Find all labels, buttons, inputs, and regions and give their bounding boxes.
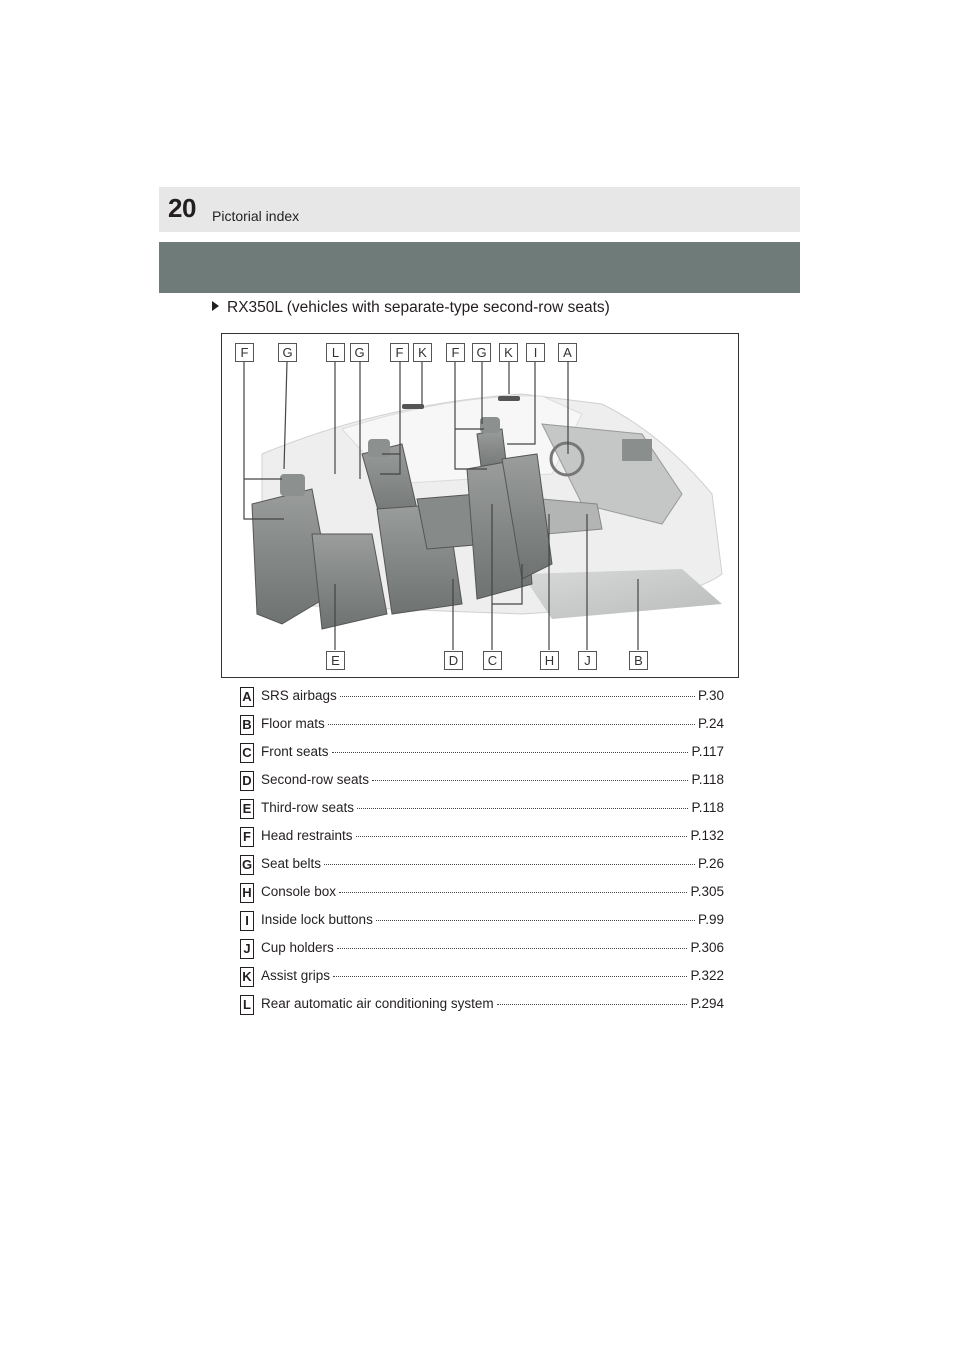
callout-top: I	[526, 343, 545, 362]
callout-top: K	[499, 343, 518, 362]
callout-bottom: H	[540, 651, 559, 670]
arrow-bullet-icon	[212, 301, 219, 311]
legend-item	[240, 687, 724, 715]
page-reference-link[interactable]: P.118	[691, 800, 724, 815]
legend-item	[240, 883, 724, 911]
legend-item	[240, 939, 724, 967]
legend-label: Rear automatic air conditioning system	[261, 996, 494, 1011]
legend-label: Second-row seats	[261, 772, 370, 787]
callout-bottom: B	[629, 651, 648, 670]
callout-top: K	[413, 343, 432, 362]
legend-item	[240, 911, 724, 939]
dot-leader	[333, 976, 687, 977]
page-number: 20	[168, 193, 196, 223]
page-reference-link[interactable]: P.132	[690, 828, 724, 843]
callout-bottom: J	[578, 651, 597, 670]
subheading-text: RX350L (vehicles with separate-type second-row seats)	[227, 299, 610, 316]
page-reference-link[interactable]: P.294	[690, 996, 724, 1011]
legend-letter: G	[240, 855, 254, 875]
legend-item	[240, 771, 724, 799]
legend-label: Inside lock buttons	[261, 912, 373, 927]
callout-bottom: E	[326, 651, 345, 670]
dot-leader	[372, 780, 688, 781]
callout-top: F	[235, 343, 254, 362]
legend-letter: K	[240, 967, 254, 987]
legend-item	[240, 799, 724, 827]
legend-label: SRS airbags	[261, 688, 337, 703]
legend-letter: C	[240, 743, 254, 763]
legend-letter: B	[240, 715, 254, 735]
legend-list	[240, 687, 724, 1023]
section-title: Pictorial index	[212, 208, 300, 224]
dot-leader	[376, 920, 695, 921]
dot-leader	[340, 696, 695, 697]
legend-letter: A	[240, 687, 254, 707]
legend-label: Third-row seats	[261, 800, 355, 815]
callout-top: F	[446, 343, 465, 362]
callout-top: G	[278, 343, 297, 362]
dot-leader	[324, 864, 695, 865]
subheading	[212, 299, 610, 317]
legend-label: Head restraints	[261, 828, 353, 843]
legend-item	[240, 995, 724, 1023]
page-reference-link[interactable]: P.30	[697, 688, 724, 703]
dot-leader	[497, 1004, 688, 1005]
callout-bottom: D	[444, 651, 463, 670]
callout-top: G	[472, 343, 491, 362]
legend-letter: L	[240, 995, 254, 1015]
legend-item	[240, 827, 724, 855]
legend-label: Seat belts	[261, 856, 322, 871]
legend-label: Console box	[261, 884, 337, 899]
callout-top: A	[558, 343, 577, 362]
legend-label: Cup holders	[261, 940, 334, 955]
legend-item	[240, 743, 724, 771]
dot-leader	[332, 752, 689, 753]
dot-leader	[357, 808, 688, 809]
legend-label: Front seats	[261, 744, 329, 759]
callout-top: G	[350, 343, 369, 362]
legend-label: Floor mats	[261, 716, 325, 731]
section-band	[159, 242, 800, 293]
vehicle-interior-figure	[221, 333, 739, 678]
callout-bottom: C	[483, 651, 502, 670]
page-reference-link[interactable]: P.24	[697, 716, 724, 731]
page-reference-link[interactable]: P.99	[697, 912, 724, 927]
legend-letter: J	[240, 939, 254, 959]
legend-letter: H	[240, 883, 254, 903]
page-reference-link[interactable]: P.305	[690, 884, 724, 899]
page-reference-link[interactable]: P.117	[691, 744, 724, 759]
page-reference-link[interactable]: P.118	[691, 772, 724, 787]
callout-top: F	[390, 343, 409, 362]
legend-item	[240, 967, 724, 995]
legend-letter: F	[240, 827, 254, 847]
page-reference-link[interactable]: P.306	[690, 940, 724, 955]
dot-leader	[337, 948, 688, 949]
dot-leader	[339, 892, 687, 893]
page-reference-link[interactable]: P.322	[690, 968, 724, 983]
callout-top: L	[326, 343, 345, 362]
legend-label: Assist grips	[261, 968, 331, 983]
dot-leader	[356, 836, 688, 837]
legend-letter: D	[240, 771, 254, 791]
dot-leader	[328, 724, 695, 725]
legend-letter: I	[240, 911, 254, 931]
vehicle-interior-illustration	[222, 334, 739, 678]
legend-item	[240, 855, 724, 883]
legend-letter: E	[240, 799, 254, 819]
page-reference-link[interactable]: P.26	[697, 856, 724, 871]
legend-item	[240, 715, 724, 743]
